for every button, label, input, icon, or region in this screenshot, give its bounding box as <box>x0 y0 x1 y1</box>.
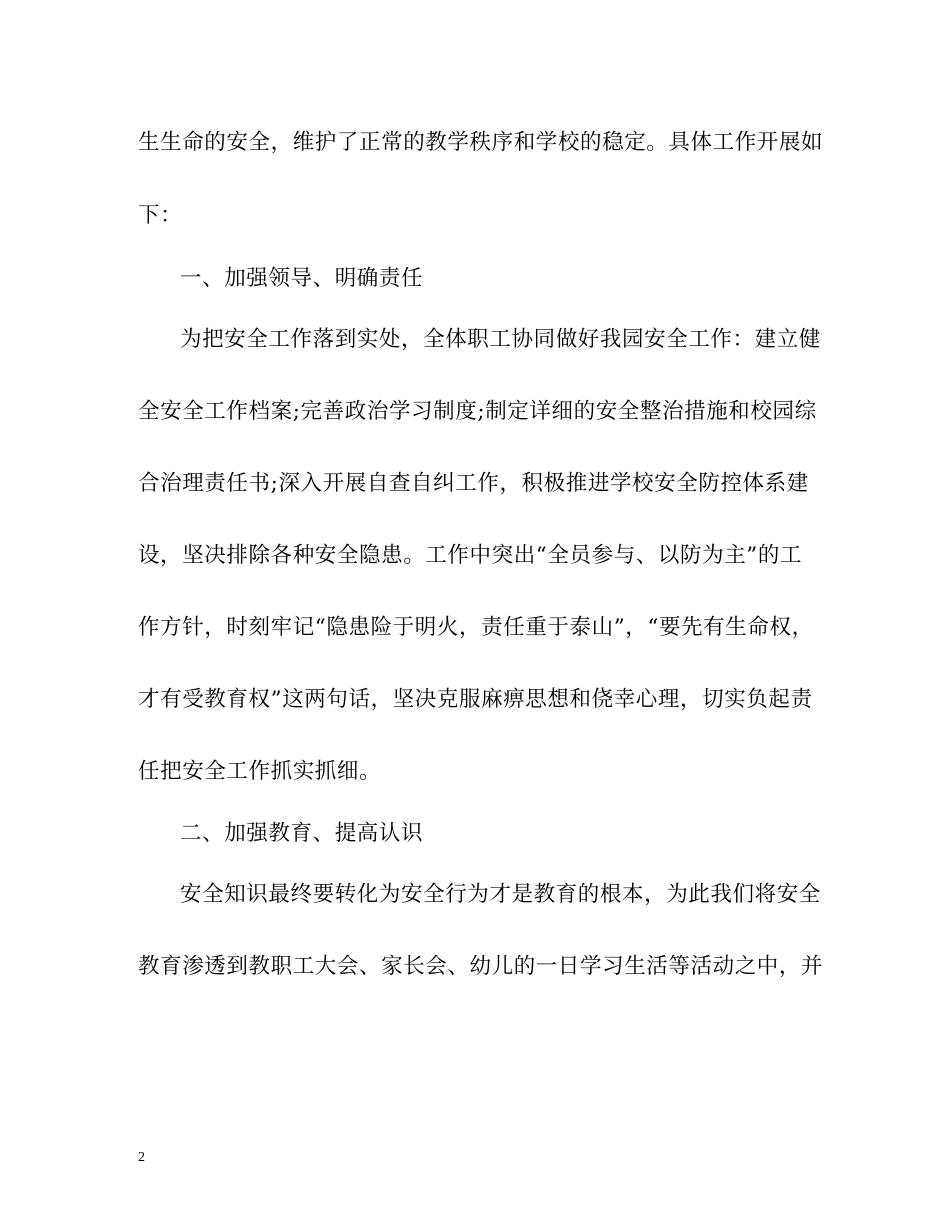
body-text-line: 为把安全工作落到实处，全体职工协同做好我园安全工作：建立健 <box>180 327 821 352</box>
body-text-line: 合治理责任书;深入开展自查自纠工作，积极推进学校安全防控体系建 <box>138 471 809 496</box>
body-text-line: 设，坚决排除各种安全隐患。工作中突出“全员参与、以防为主”的工 <box>138 543 803 568</box>
body-text-line: 全安全工作档案;完善政治学习制度;制定详细的安全整治措施和校园综 <box>138 399 817 424</box>
body-text-line: 生生命的安全，维护了正常的教学秩序和学校的稳定。具体工作开展如 <box>138 130 824 155</box>
body-text-line: 下： <box>138 203 183 228</box>
body-text-line: 才有受教育权”这两句话，坚决克服麻痹思想和侥幸心理，切实负起责 <box>138 687 813 712</box>
section-heading: 二、加强教育、提高认识 <box>180 821 424 846</box>
body-text-line: 作方针，时刻牢记“隐患险于明火，责任重于泰山”，“要先有生命权， <box>138 615 814 640</box>
body-text-line: 教育渗透到教职工大会、家长会、幼儿的一日学习生活等活动之中，并 <box>138 954 824 979</box>
body-text-line: 安全知识最终要转化为安全行为才是教育的根本，为此我们将安全 <box>180 882 821 907</box>
page-number: 2 <box>138 1150 145 1165</box>
section-heading: 一、加强领导、明确责任 <box>180 266 424 291</box>
body-text-line: 任把安全工作抓实抓细。 <box>138 759 382 784</box>
